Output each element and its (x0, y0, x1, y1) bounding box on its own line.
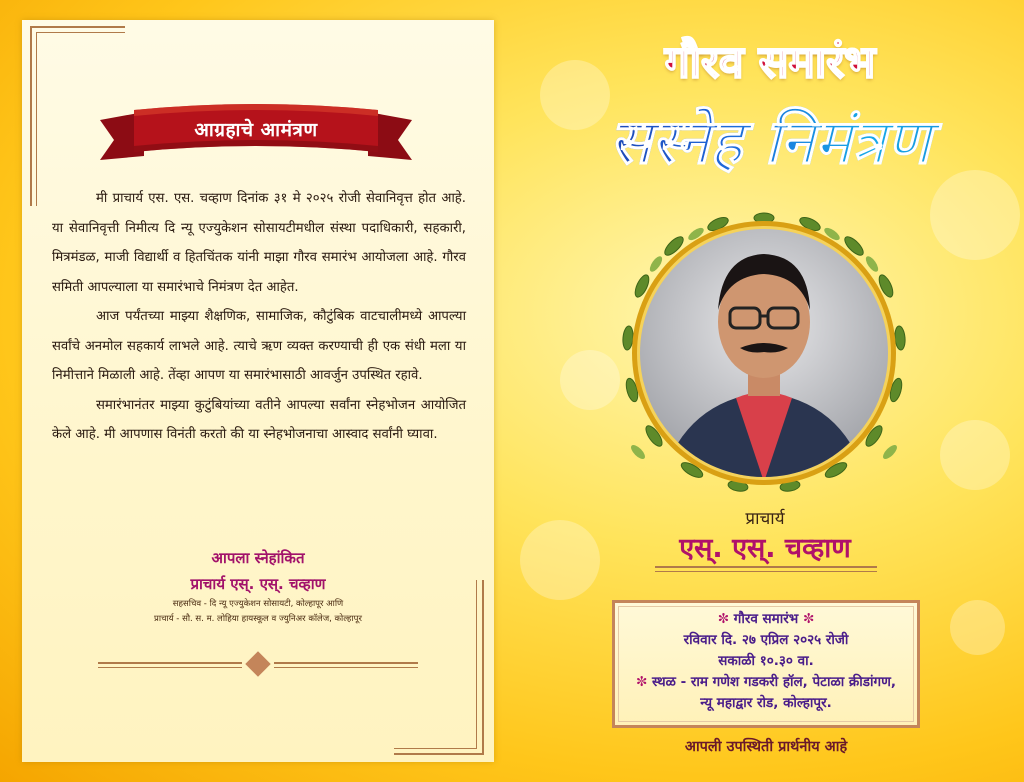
corner-border (30, 26, 32, 206)
flower-icon: ✼ (636, 674, 653, 690)
diamond-ornament (245, 651, 270, 676)
ornament-divider (98, 662, 242, 664)
event-heading-line (615, 609, 917, 630)
corner-border (30, 26, 125, 28)
corner-border (36, 32, 37, 206)
event-title: गौरव समारंभ (664, 37, 876, 88)
honoree-name: एस्. एस्. चव्हाण (679, 533, 851, 564)
event-venue-address: न्यू महाद्वार रोड, कोल्हापूर. (700, 695, 832, 711)
signature-block (22, 548, 494, 624)
ornament-divider (274, 667, 418, 668)
name-underline (655, 566, 877, 568)
event-venue: स्थळ - राम गणेश गडकरी हॉल, पेटाळा क्रीडांगण, (652, 674, 896, 690)
honoree-designation: प्राचार्य (745, 509, 785, 529)
presence-request: आपली उपस्थिती प्रार्थनीय आहे (684, 739, 848, 755)
letter-body (52, 184, 466, 450)
bokeh-decoration (940, 420, 1010, 490)
event-date: रविवार दि. २७ एप्रिल २०२५ रोजी (683, 632, 849, 648)
ribbon-title: आग्रहाचे आमंत्रण (194, 119, 318, 141)
corner-border (36, 32, 125, 33)
event-venue-line (615, 672, 917, 693)
signature-role: प्राचार्य - सौ. स. म. लोहिया हायस्कूल व ज्युनिअर कॉलेज, कोल्हापूर (154, 614, 362, 624)
event-details-box (612, 600, 920, 728)
ornament-divider (274, 662, 418, 664)
bokeh-decoration (520, 520, 600, 600)
flower-icon: ✼ (798, 611, 815, 627)
portrait-photo (618, 212, 910, 494)
signature-role: सहसचिव - दि न्यू एज्युकेशन सोसायटी, कोल्हापूर आणि (172, 599, 344, 609)
invitation-title: सस्नेह निमंत्रण (520, 98, 1020, 182)
event-heading: गौरव समारंभ (733, 611, 799, 627)
letter-paragraph: मी प्राचार्य एस. एस. चव्हाण दिनांक ३१ मे २०२५ रोजी सेवानिवृत्त होत आहे. या सेवानिवृत्ती निमीत्य दि न्यू एज्युकेशन सोसायटीमधील संस्था पदाधिकारी, सहकारी, मित्रमंडळ, माजी विद्यार्थी व हितचिंतक यांनी माझा गौरव समारंभ आयोजला आहे. गौरव समिती आपल्याला या समारंभाचे निमंत्रण देत आहेत. (52, 191, 466, 295)
bokeh-decoration (950, 600, 1005, 655)
name-underline (655, 571, 877, 572)
corner-border (394, 753, 484, 755)
ornament-divider (98, 667, 242, 668)
signature-name: प्राचार्य एस्. एस्. चव्हाण (190, 575, 326, 593)
invitation-letter-panel (22, 20, 494, 762)
letter-paragraph: आज पर्यंतच्या माझ्या शैक्षणिक, सामाजिक, कौटुंबिक वाटचालीमध्ये आपल्या सर्वांचे अनमोल सहकार्य लाभले आहे. त्याचे ऋण व्यक्त करण्याची ही एक संधी मला या निमीत्ताने मिळाली आहे. तेंव्हा आपण या समारंभासाठी आवर्जुन उपस्थित रहावे. (52, 309, 466, 383)
flower-icon: ✼ (717, 611, 734, 627)
bokeh-decoration (560, 350, 620, 410)
bokeh-decoration (930, 170, 1020, 260)
corner-border (394, 748, 477, 749)
event-time: सकाळी १०.३० वा. (718, 653, 814, 669)
signature-greeting: आपला स्नेहांकित (211, 549, 305, 567)
letter-paragraph: समारंभानंतर माझ्या कुटुंबियांच्या वतीने आपल्या सर्वांना स्नेहभोजन आयोजित केले आहे. मी आपणास विनंती करतो की या स्नेहभोजनाचा आस्वाद सर्वांनी घ्यावा. (52, 397, 466, 442)
